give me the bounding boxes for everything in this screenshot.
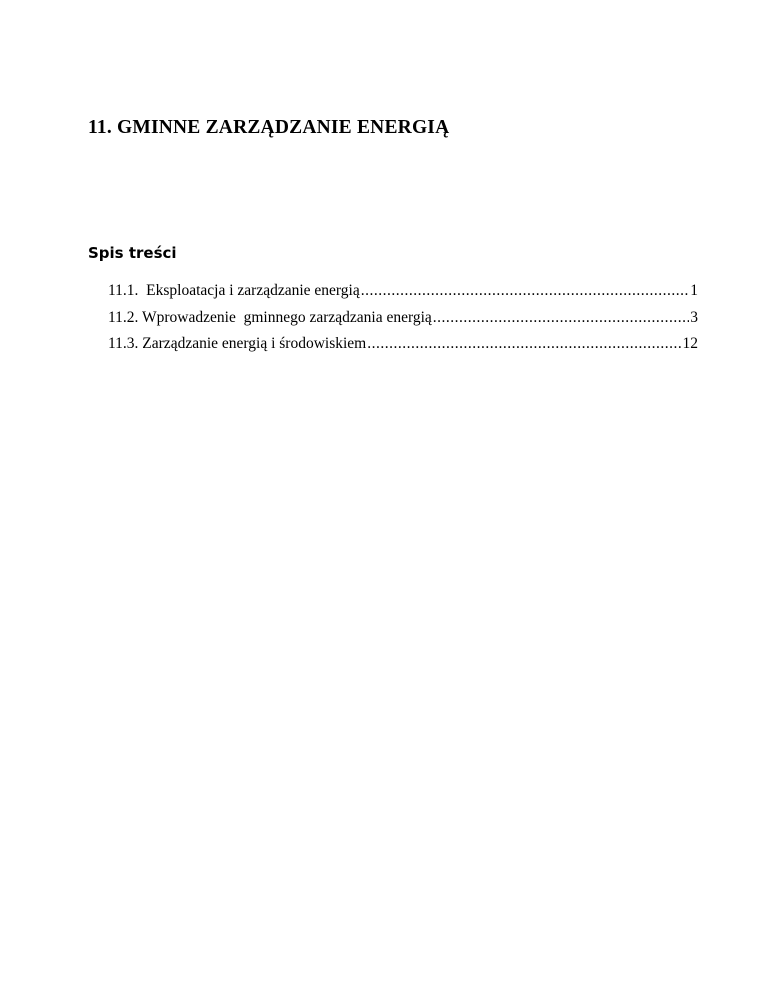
toc-entry-page-number: 3 bbox=[690, 308, 698, 326]
toc-dot-leader bbox=[361, 278, 690, 305]
toc-entry-11-1[interactable] bbox=[108, 278, 698, 305]
table-of-contents bbox=[108, 278, 698, 358]
toc-entry-label: 11.1. Eksploatacja i zarządzanie energią bbox=[108, 282, 360, 299]
toc-dot-leader bbox=[433, 305, 689, 332]
toc-entry-page-number: 1 bbox=[690, 282, 698, 299]
toc-entry-label: 11.3. Zarządzanie energią i środowiskiem bbox=[108, 335, 367, 352]
chapter-title: 11. GMINNE ZARZĄDZANIE ENERGIĄ bbox=[88, 117, 450, 138]
toc-heading: Spis treści bbox=[88, 244, 177, 262]
toc-dot-leader bbox=[367, 331, 681, 358]
toc-entry-11-3[interactable] bbox=[108, 331, 698, 358]
toc-entry-page-number: 12 bbox=[682, 335, 698, 352]
toc-entry-label: 11.2. Wprowadzenie gminnego zarządzania energią bbox=[108, 308, 432, 326]
toc-entry-11-2[interactable] bbox=[108, 305, 698, 332]
